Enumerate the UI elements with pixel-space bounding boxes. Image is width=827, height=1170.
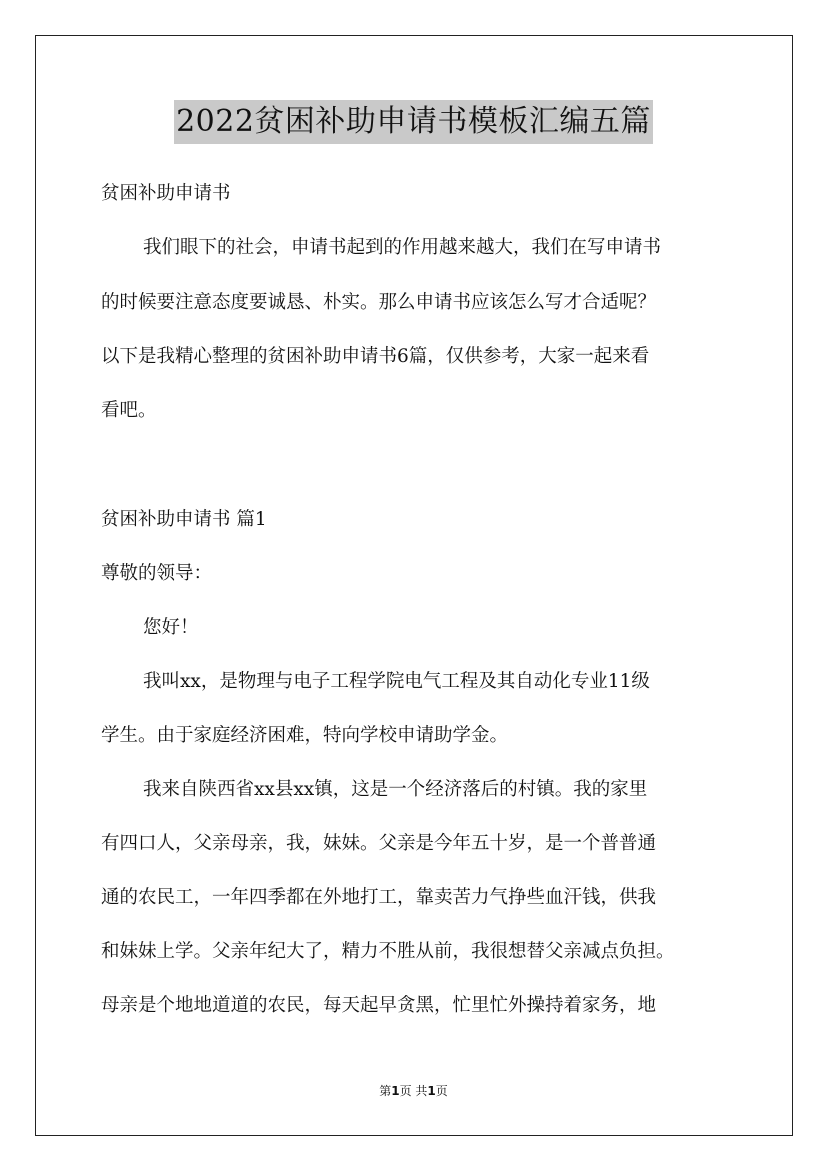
heading-poverty-subsidy: 贫困补助申请书	[101, 183, 231, 204]
para2-line-4: 和妹妹上学。父亲年纪大了，精力不胜从前，我很想替父亲减点负担。	[101, 941, 675, 962]
footer-page-total: 1	[427, 1084, 436, 1098]
footer-page-prefix: 第	[379, 1084, 392, 1098]
footer-page-suffix: 页	[435, 1084, 448, 1098]
greeting: 您好！	[143, 617, 199, 638]
title-container	[0, 100, 827, 144]
para2-line-3: 通的农民工，一年四季都在外地打工，靠卖苦力气挣些血汗钱，供我	[101, 887, 657, 908]
para1-line-1: 我叫xx，是物理与电子工程学院电气工程及其自动化专业11级	[143, 671, 650, 692]
page-footer	[0, 1083, 827, 1099]
para2-line-2: 有四口人，父亲母亲，我，妹妹。父亲是今年五十岁，是一个普普通	[101, 833, 657, 854]
salutation: 尊敬的领导：	[101, 563, 213, 584]
para2-line-5: 母亲是个地地道道的农民，每天起早贪黑，忙里忙外操持着家务，地	[101, 995, 657, 1016]
para1-line-2: 学生。由于家庭经济困难，特向学校申请助学金。	[101, 725, 509, 746]
footer-page-current: 1	[391, 1084, 400, 1098]
para2-line-1: 我来自陕西省xx县xx镇，这是一个经济落后的村镇。我的家里	[143, 779, 648, 800]
footer-page-mid: 页 共	[399, 1084, 428, 1098]
intro-line-1: 我们眼下的社会，申请书起到的作用越来越大，我们在写申请书	[143, 237, 662, 258]
intro-line-3: 以下是我精心整理的贫困补助申请书6篇，仅供参考，大家一起来看	[101, 346, 650, 367]
document-title: 2022贫困补助申请书模板汇编五篇	[174, 100, 653, 144]
section-title: 贫困补助申请书 篇1	[101, 509, 267, 530]
intro-line-4: 看吧。	[101, 400, 157, 421]
intro-line-2: 的时候要注意态度要诚恳、朴实。那么申请书应该怎么写才合适呢？	[101, 292, 657, 313]
